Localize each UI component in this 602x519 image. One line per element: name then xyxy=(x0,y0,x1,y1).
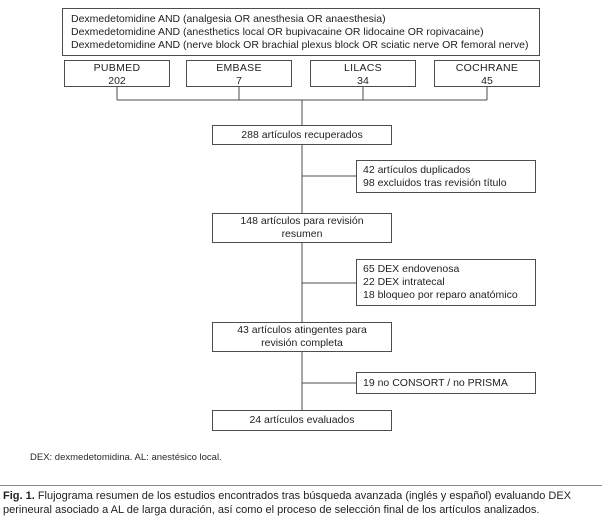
flow-box-text: 98 excluidos tras revisión título xyxy=(363,176,507,189)
database-count: 34 xyxy=(357,75,369,87)
database-name: COCHRANE xyxy=(455,62,519,74)
flow-box-text: 148 artículos para revisión xyxy=(240,215,364,227)
database-box-cochrane xyxy=(434,60,540,87)
database-name: LILACS xyxy=(344,62,382,74)
caption-divider xyxy=(0,485,602,486)
flow-box-text: revisión completa xyxy=(261,337,343,349)
search-term-line: Dexmedetomidine AND (analgesia OR anesthesia OR anaesthesia) xyxy=(71,13,386,25)
flow-box-text: 288 artículos recuperados xyxy=(241,128,363,141)
flow-box-text: 22 DEX intratecal xyxy=(363,276,445,288)
search-term-line: Dexmedetomidine AND (anesthetics local OR bupivacaine OR lidocaine OR ropivacaine) xyxy=(71,26,484,38)
flow-box-recovered xyxy=(212,125,392,145)
database-count: 202 xyxy=(108,75,126,87)
flow-box-text: 42 artículos duplicados xyxy=(363,163,471,176)
figure-caption xyxy=(3,490,599,517)
flow-box-evaluated xyxy=(212,410,392,431)
figure-caption-text: Flujograma resumen de los estudios encontrados tras búsqueda avanzada (inglés y español) evaluando DEX perineural asociado a AL de larga duración, así como el proceso de selección final de los artículos analizados. xyxy=(3,490,572,516)
database-count: 45 xyxy=(481,75,493,87)
search-term-line: Dexmedetomidine AND (nerve block OR brachial plexus block OR sciatic nerve OR femoral nerve) xyxy=(71,39,529,51)
flow-box-text: resumen xyxy=(281,228,323,240)
flow-box-excluded-reasons xyxy=(356,259,536,306)
search-terms-box xyxy=(62,8,540,56)
flow-box-excluded-title xyxy=(356,160,536,193)
flow-box-text: 65 DEX endovenosa xyxy=(363,263,460,275)
database-count: 7 xyxy=(236,75,242,87)
flow-box-text: 43 artículos atingentes para xyxy=(237,324,367,336)
database-box-lilacs xyxy=(310,60,416,87)
flow-box-text: 24 artículos evaluados xyxy=(249,414,355,426)
database-box-pubmed xyxy=(64,60,170,87)
database-name: PUBMED xyxy=(93,62,141,74)
flow-box-excluded-reporting xyxy=(356,372,536,394)
database-box-embase xyxy=(186,60,292,87)
flow-box-full-review xyxy=(212,322,392,352)
figure-caption-label: Fig. 1. xyxy=(3,490,35,502)
flow-box-text: 19 no CONSORT / no PRISMA xyxy=(363,376,508,389)
flow-box-text: 18 bloqueo por reparo anatómico xyxy=(363,289,518,301)
abbreviations-footnote: DEX: dexmedetomidina. AL: anestésico local. xyxy=(30,452,222,463)
flow-box-review-abstract xyxy=(212,213,392,243)
database-name: EMBASE xyxy=(216,62,262,74)
